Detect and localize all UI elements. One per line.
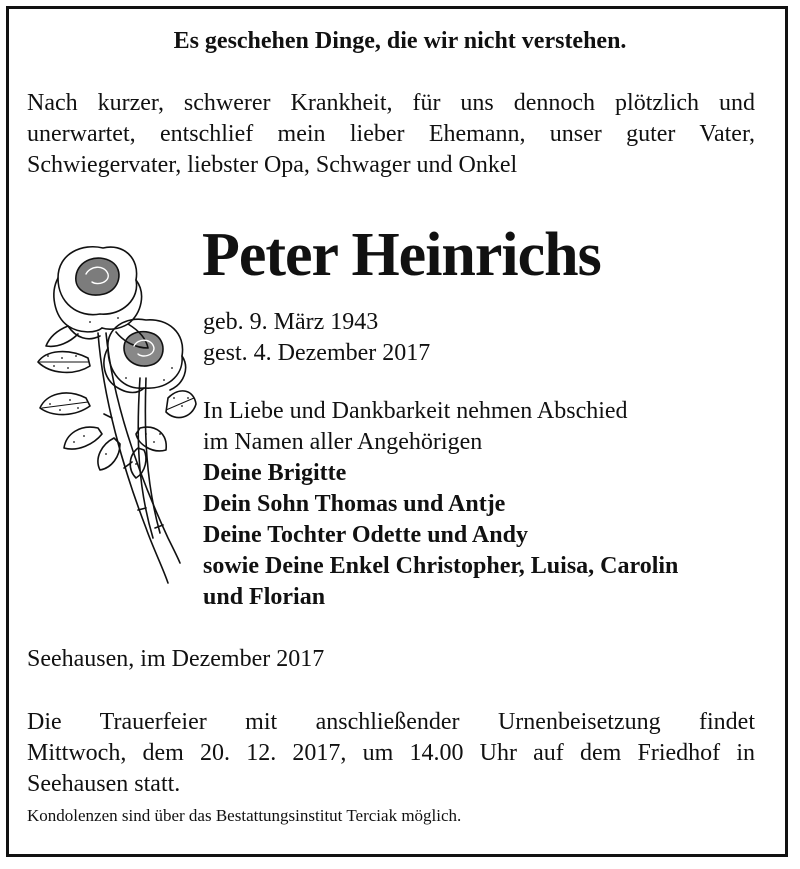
rose-leaf <box>136 427 166 451</box>
farewell-line: In Liebe und Dankbarkeit nehmen Abschied <box>203 398 628 424</box>
rose-leaf <box>166 391 196 418</box>
heading-motto: Es geschehen Dinge, die wir nicht verstehen. <box>173 28 627 54</box>
family-member: und Florian <box>203 584 326 610</box>
condolence-note: Kondolenzen sind über das Bestattungsinstitut Terciak möglich. <box>27 806 462 825</box>
rose-stem <box>106 333 180 563</box>
intro-text <box>27 88 755 181</box>
rose-leaf <box>40 393 90 415</box>
life-dates <box>203 307 430 369</box>
rose-leaf <box>64 427 102 449</box>
mourners-block <box>203 396 763 613</box>
ceremony-line: Mittwoch, dem 20. 12. 2017, um 14.00 Uhr auf dem Friedhof in <box>27 740 755 766</box>
intro-line: Schwiegervater, liebster Opa, Schwager und Onkel <box>27 152 518 178</box>
intro-line: Nach kurzer, schwerer Krankheit, für uns dennoch plötzlich und <box>27 90 755 116</box>
family-member: Dein Sohn Thomas und Antje <box>203 491 506 517</box>
rose-stem <box>98 333 168 583</box>
rose-illustration <box>28 238 200 588</box>
ceremony-line: Die Trauerfeier mit anschließender Urnenbeisetzung findet <box>27 709 755 735</box>
birth-date: geb. 9. März 1943 <box>203 309 379 335</box>
death-date: gest. 4. Dezember 2017 <box>203 340 431 366</box>
ceremony-text <box>27 707 755 800</box>
farewell-line: im Namen aller Angehörigen <box>203 429 483 455</box>
ceremony-line: Seehausen statt. <box>27 771 181 797</box>
deceased-name: Peter Heinrichs <box>202 221 601 289</box>
family-member: Deine Brigitte <box>203 460 347 486</box>
rose-leaf <box>98 438 120 470</box>
intro-line: unerwartet, entschlief mein lieber Ehemann, unser guter Vater, <box>27 121 755 147</box>
family-member: Deine Tochter Odette und Andy <box>203 522 528 548</box>
place-date: Seehausen, im Dezember 2017 <box>27 646 325 672</box>
family-member: sowie Deine Enkel Christopher, Luisa, Carolin <box>203 553 679 579</box>
